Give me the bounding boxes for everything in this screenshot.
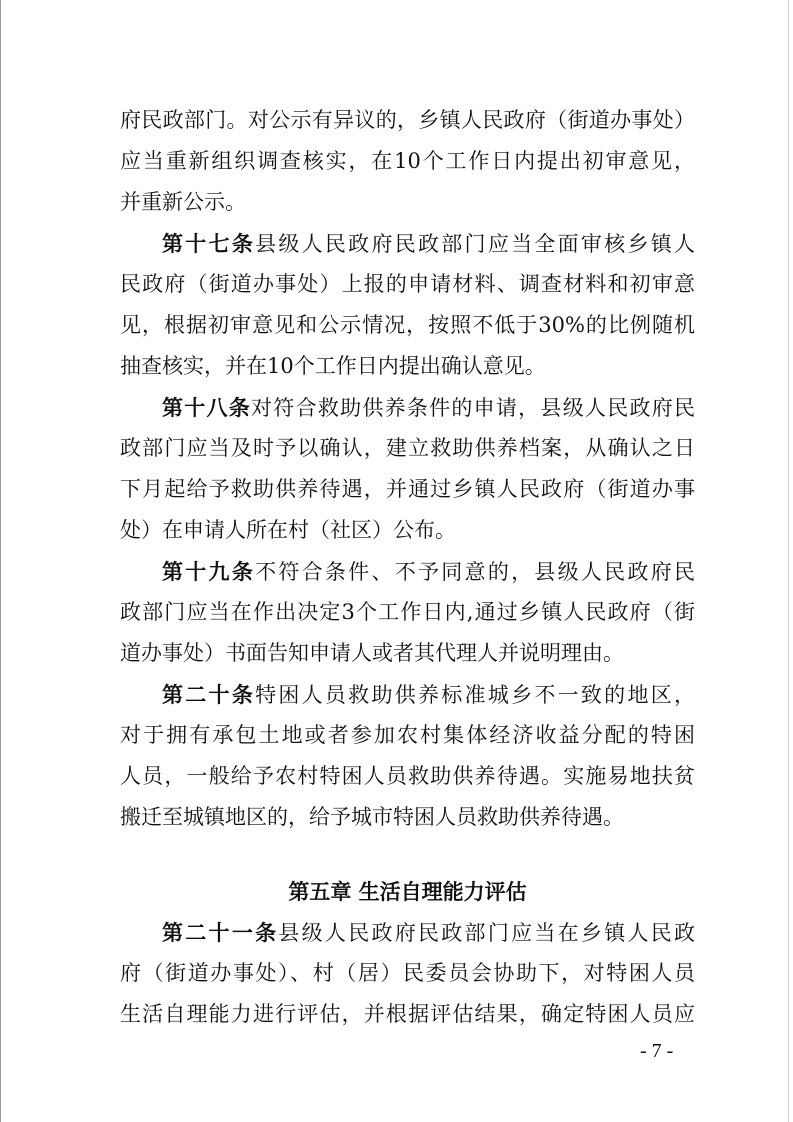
article-first-line	[120, 387, 695, 428]
article-heading: 第二十一条	[162, 920, 279, 945]
article-heading: 第十九条	[162, 559, 256, 584]
text-line: 人员，一般给予农村特困人员救助供养待遇。实施易地扶贫	[120, 764, 695, 788]
article-text: 对符合救助供养条件的申请，县级人民政府民	[251, 396, 696, 420]
paragraph-article-17	[120, 223, 695, 387]
article-heading: 第十七条	[162, 231, 256, 256]
text-line: 下月起给予救助供养待遇，并通过乡镇人民政府（街道办事	[120, 477, 695, 501]
article-first-line	[120, 551, 695, 592]
text-line: 府民政部门。对公示有异议的，乡镇人民政府（街道办事处）	[120, 108, 695, 132]
page-right-edge	[788, 0, 789, 1122]
paragraph-article-18	[120, 387, 695, 551]
article-first-line	[120, 674, 695, 715]
text-line: 对于拥有承包土地或者参加农村集体经济收益分配的特困	[120, 723, 695, 747]
text-line: 搬迁至城镇地区的，给予城市特困人员救助供养待遇。	[120, 805, 624, 829]
text-line: 政部门应当在作出决定3个工作日内,通过乡镇人民政府（街	[120, 600, 695, 624]
text-line: 处）在申请人所在村（社区）公布。	[120, 518, 456, 542]
paragraph-article-21	[120, 912, 695, 1035]
article-text: 不符合条件、不予同意的，县级人民政府民	[255, 560, 696, 584]
paragraph-article-20	[120, 674, 695, 838]
text-line: 并重新公示。	[120, 190, 246, 214]
paragraph-article-16-continued	[120, 100, 695, 223]
paragraph-article-19	[120, 551, 695, 674]
chapter-title: 第五章 生活自理能力评估	[288, 879, 527, 904]
article-text: 县级人民政府民政部门应当全面审核乡镇人	[255, 232, 696, 256]
article-text: 县级人民政府民政部门应当在乡镇人民政	[278, 921, 696, 945]
text-line: 见，根据初审意见和公示情况，按照不低于30%的比例随机	[120, 313, 695, 337]
text-line: 民政府（街道办事处）上报的申请材料、调查材料和初审意	[120, 272, 695, 296]
article-heading: 第二十条	[162, 682, 256, 707]
article-first-line	[120, 912, 695, 953]
section-spacer	[120, 838, 695, 871]
article-first-line	[120, 223, 695, 264]
article-text: 特困人员救助供养标准城乡不一致的地区，	[255, 683, 696, 707]
text-line: 生活自理能力进行评估，并根据评估结果，确定特困人员应	[120, 1002, 695, 1026]
text-line: 政部门应当及时予以确认，建立救助供养档案，从确认之日	[120, 436, 695, 460]
text-line: 应当重新组织调查核实，在10个工作日内提出初审意见，	[120, 149, 695, 173]
text-line: 抽查核实，并在10个工作日内提出确认意见。	[120, 354, 546, 378]
page-left-edge	[0, 0, 1, 1122]
text-line: 道办事处）书面告知申请人或者其代理人并说明理由。	[120, 641, 624, 665]
document-body	[120, 100, 695, 1035]
page-number: - 7 -	[640, 1040, 674, 1062]
text-line: 府（街道办事处）、村（居）民委员会协助下，对特困人员	[120, 961, 695, 985]
article-heading: 第十八条	[162, 395, 252, 420]
